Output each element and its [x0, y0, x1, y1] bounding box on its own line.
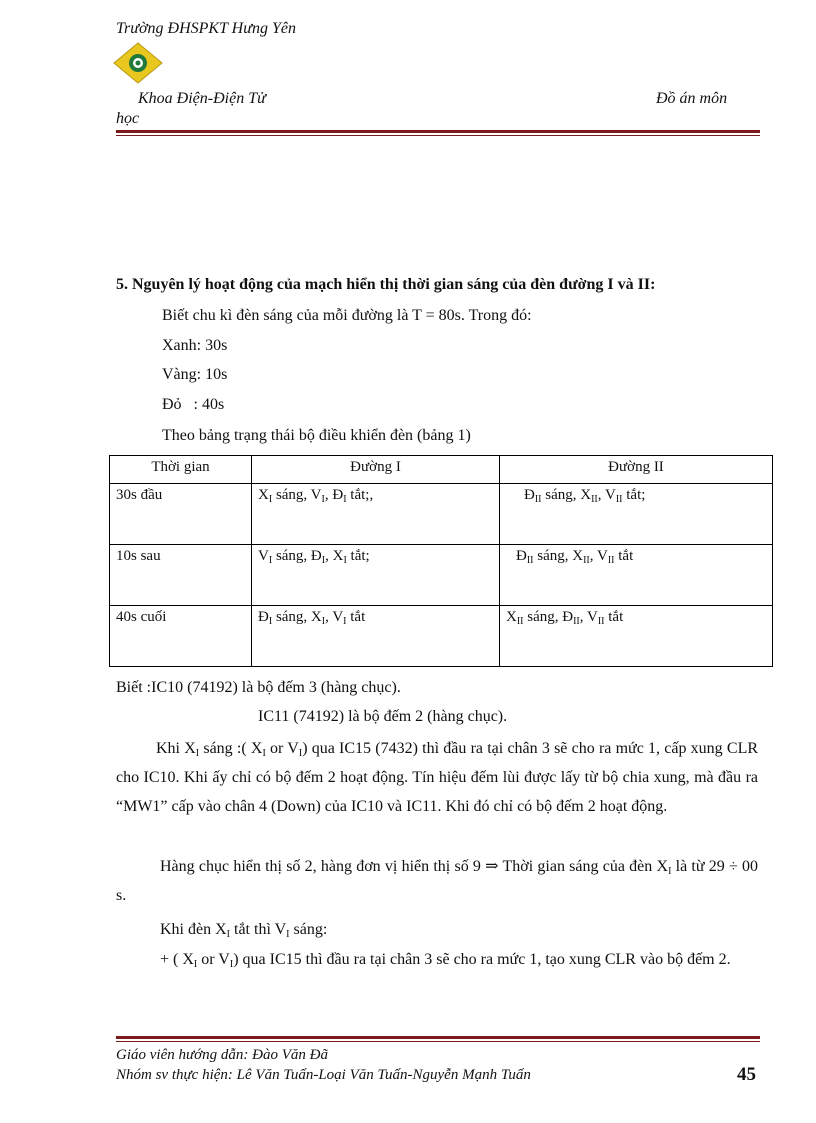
ic10-note: Biết :IC10 (74192) là bộ đếm 3 (hàng chục).	[116, 679, 401, 696]
cell-road2: $Đ_{II}$ sáng, $X_{II}$, $V_{II}$ tắt;	[500, 484, 773, 545]
footer-rule	[116, 1036, 760, 1042]
cell-time: 10s sau	[110, 545, 252, 606]
cell-road2: $Đ_{II}$ sáng, $X_{II}$, $V_{II}$ tắt	[500, 545, 773, 606]
paragraph-xi-off: Khi đèn $X_I$ tắt thì $V_I$ sáng:	[160, 921, 328, 940]
course-title-cont: học	[116, 110, 140, 127]
col-header-road1: Đường I	[252, 456, 500, 484]
table-row	[110, 606, 773, 667]
cell-time: 30s đầu	[110, 484, 252, 545]
green-duration: Xanh: 30s	[162, 337, 228, 354]
cell-road1: $X_I$ sáng, $V_I$, $Đ_I$ tắt;,	[252, 484, 500, 545]
ic11-note: IC11 (74192) là bộ đếm 2 (hàng chục).	[258, 708, 508, 725]
red-duration: Đỏ : 40s	[162, 396, 225, 413]
paragraph-xi-on: Khi $X_I$ sáng :( $X_I$ or $V_I$) qua IC15 (7432) thì đầu ra tại chân 3 sẽ cho ra mức 1, cấp xung CLR cho IC10. Khi ấy chỉ có bộ đếm 2 hoạt động. Tín hiệu đếm lùi được lấy từ bộ chia xung, mà đầu ra “MW1” cấp vào chân 4 (Down) của IC10 và IC11. Khi đó chỉ có bộ đếm 2 hoạt động.	[116, 740, 759, 815]
cycle-intro: Biết chu kì đèn sáng của mỗi đường là T = 80s. Trong đó:	[162, 307, 532, 324]
header-rule	[116, 130, 760, 136]
cell-road1: $V_I$ sáng, $Đ_I$, $X_I$ tắt;	[252, 545, 500, 606]
paragraph-display: Hàng chục hiển thị số 2, hàng đơn vị hiển thị số 9 ⇒ Thời gian sáng của đèn $X_I$ là từ 29 ÷ 00 s.	[116, 858, 758, 904]
state-table	[109, 455, 773, 667]
paragraph-clr: + ( $X_I$ or $V_I$) qua IC15 thì đầu ra tại chân 3 sẽ cho ra mức 1, tạo xung CLR vào bộ đếm 2.	[160, 951, 731, 970]
department-name: Khoa Điện-Điện Tử	[138, 90, 266, 107]
yellow-duration: Vàng: 10s	[162, 366, 228, 383]
table-row	[110, 484, 773, 545]
cell-road1: $Đ_I$ sáng, $X_I$, $V_I$ tắt	[252, 606, 500, 667]
table-header-row	[110, 456, 773, 484]
table-caption: Theo bảng trạng thái bộ điều khiển đèn (bảng 1)	[162, 427, 471, 444]
school-name: Trường ĐHSPKT Hưng Yên	[116, 20, 296, 37]
table-row	[110, 545, 773, 606]
page-number: 45	[737, 1064, 756, 1085]
student-group: Nhóm sv thực hiện: Lê Văn Tuấn-Loại Văn Tuấn-Nguyễn Mạnh Tuấn	[116, 1067, 531, 1083]
cell-road2: $X_{II}$ sáng, $Đ_{II}$, $V_{II}$ tắt	[500, 606, 773, 667]
section-heading: 5. Nguyên lý hoạt động của mạch hiển thị thời gian sáng của đèn đường I và II:	[116, 276, 656, 293]
col-header-time: Thời gian	[110, 456, 252, 484]
course-title: Đồ án môn	[656, 90, 728, 107]
advisor-name: Giáo viên hướng dẫn: Đào Văn Đã	[116, 1047, 328, 1063]
school-logo-icon	[113, 42, 163, 84]
cell-time: 40s cuối	[110, 606, 252, 667]
col-header-road2: Đường II	[500, 456, 773, 484]
